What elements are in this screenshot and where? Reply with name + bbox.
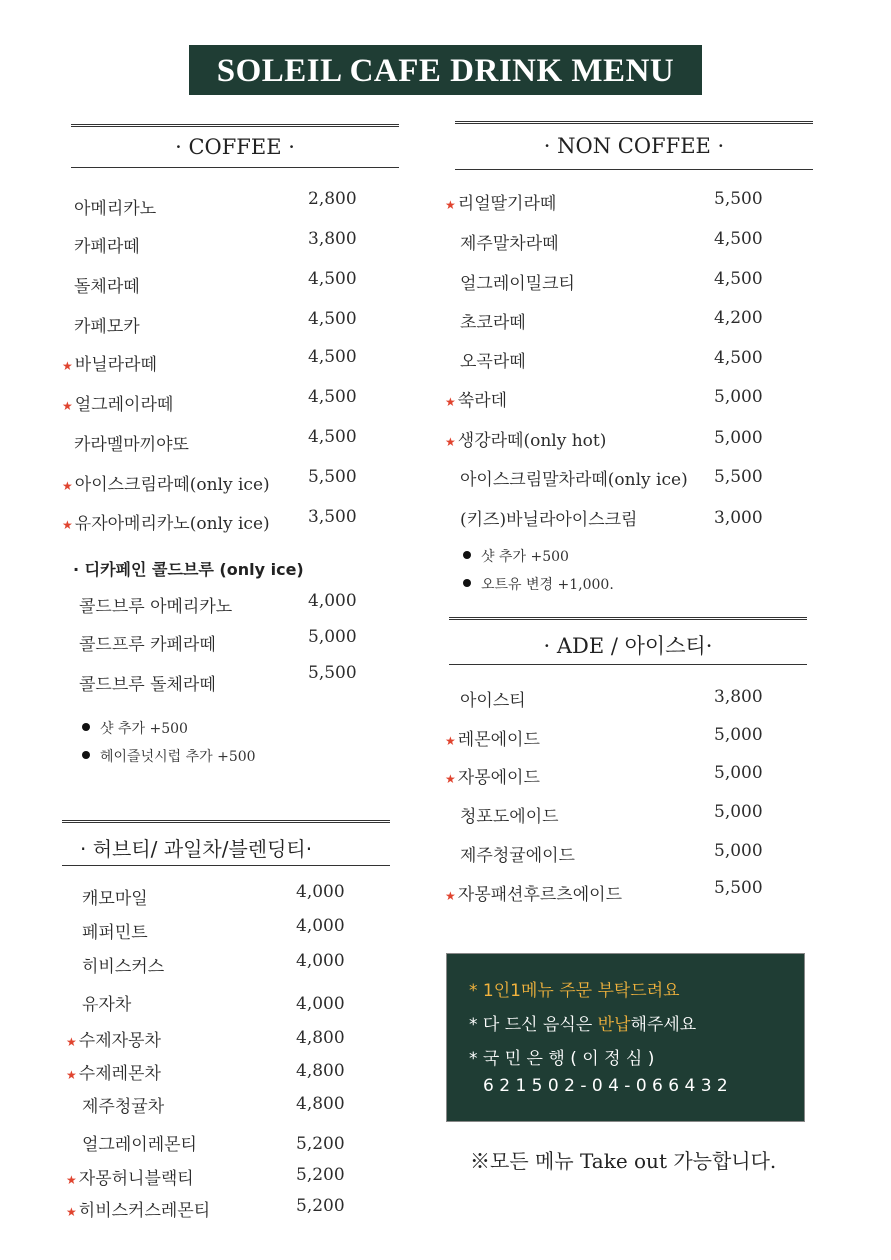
- menu-item-price: 5,500: [714, 189, 763, 209]
- herb-top-rule: [62, 820, 390, 823]
- info-return-post: 해주세요: [630, 1015, 697, 1035]
- note-text: 샷 추가 +500: [481, 549, 569, 565]
- menu-item-price: 3,500: [308, 507, 357, 527]
- menu-item-label: 수제레몬차: [78, 1064, 161, 1084]
- menu-item-label: 카페라떼: [74, 237, 140, 257]
- menu-item-price: 5,000: [308, 627, 357, 647]
- menu-item-name: [82, 1092, 164, 1117]
- star-icon: ★: [62, 518, 73, 532]
- menu-item-price: 5,200: [296, 1165, 345, 1185]
- menu-item-label: 자몽허니블랙티: [78, 1169, 194, 1189]
- menu-item-label: 콜드브루 돌체라떼: [79, 675, 216, 695]
- menu-item-label: 캐모마일: [82, 889, 148, 909]
- star-icon: ★: [62, 399, 73, 413]
- star-icon: ★: [66, 1205, 77, 1219]
- menu-item-name: [74, 194, 156, 219]
- menu-item-label: 유자아메리카노(only ice): [74, 514, 270, 534]
- menu-item-label: 콜드브루 아메리카노: [79, 597, 233, 617]
- note-text: 헤이즐넛시럽 추가 +500: [100, 749, 256, 765]
- menu-item-name: [74, 272, 140, 297]
- menu-item-name: [460, 802, 559, 827]
- menu-item-name: [445, 763, 540, 788]
- menu-item-label: 청포도에이드: [460, 807, 559, 827]
- menu-item-price: 5,000: [714, 763, 763, 783]
- menu-item-label: 유자차: [82, 995, 132, 1015]
- menu-item-price: 3,000: [714, 508, 763, 528]
- menu-item-price: 5,000: [714, 802, 763, 822]
- star-icon: ★: [62, 479, 73, 493]
- note-item: [82, 718, 188, 738]
- bullet-icon: [463, 551, 471, 559]
- star-icon: ★: [445, 435, 456, 449]
- menu-item-price: 5,000: [714, 841, 763, 861]
- menu-item-price: 4,000: [296, 994, 345, 1014]
- menu-item-label: 얼그레이라떼: [74, 395, 174, 415]
- menu-item-label: 생강라떼(only hot): [457, 431, 607, 451]
- menu-item-label: (키즈)바닐라아이스크림: [460, 510, 638, 530]
- star-icon: ★: [445, 395, 456, 409]
- menu-item-name: [62, 509, 270, 534]
- menu-item-price: 4,500: [714, 348, 763, 368]
- bullet-icon: [82, 751, 90, 759]
- menu-item-label: 레몬에이드: [457, 730, 540, 750]
- menu-item-price: 4,000: [296, 951, 345, 971]
- menu-item-name: [460, 229, 559, 254]
- menu-item-price: 4,500: [308, 347, 357, 367]
- menu-item-label: 쑥라데: [457, 391, 508, 411]
- menu-item-name: [82, 884, 148, 909]
- menu-item-name: [460, 269, 575, 294]
- menu-item-label: 바닐라라떼: [74, 355, 157, 375]
- noncoffee-bottom-rule: [455, 169, 813, 170]
- menu-item-price: 5,500: [714, 467, 763, 487]
- bullet-icon: [82, 723, 90, 731]
- menu-item-name: [79, 630, 216, 655]
- coffee-bottom-rule: [71, 167, 399, 168]
- menu-item-price: 5,200: [296, 1134, 345, 1154]
- menu-item-price: 4,500: [308, 427, 357, 447]
- menu-item-price: 4,000: [296, 916, 345, 936]
- menu-item-name: [445, 426, 606, 451]
- menu-item-name: [74, 430, 189, 455]
- note-text: 오트유 변경 +1,000.: [481, 577, 614, 593]
- coffee-heading: · COFFEE ·: [175, 135, 295, 159]
- menu-item-label: 페퍼민트: [82, 923, 148, 943]
- menu-item-price: 4,000: [296, 882, 345, 902]
- info-line-account: 6 2 1 5 0 2 - 0 4 - 0 6 6 4 3 2: [483, 1076, 728, 1096]
- menu-item-price: 2,800: [308, 189, 357, 209]
- menu-item-name: [445, 189, 556, 214]
- menu-item-price: 5,500: [308, 663, 357, 683]
- menu-item-name: [460, 841, 575, 866]
- menu-item-name: [460, 686, 526, 711]
- menu-item-name: [62, 470, 270, 495]
- menu-item-name: [460, 465, 688, 490]
- coffee-top-rule: [71, 124, 399, 127]
- menu-item-name: [66, 1059, 161, 1084]
- menu-item-label: 히비스커스: [82, 957, 165, 977]
- menu-item-price: 3,800: [308, 229, 357, 249]
- menu-item-name: [82, 1130, 197, 1155]
- menu-item-name: [82, 990, 131, 1015]
- star-icon: ★: [445, 889, 456, 903]
- menu-item-label: 아이스티: [460, 691, 526, 711]
- star-icon: ★: [66, 1035, 77, 1049]
- menu-item-label: 히비스커스레몬티: [78, 1201, 211, 1221]
- note-text: 샷 추가 +500: [100, 721, 188, 737]
- menu-item-price: 4,500: [714, 229, 763, 249]
- menu-item-price: 5,000: [714, 387, 763, 407]
- menu-item-name: [445, 386, 507, 411]
- menu-item-name: [79, 592, 232, 617]
- menu-item-price: 5,000: [714, 428, 763, 448]
- menu-item-name: [82, 918, 148, 943]
- menu-item-name: [74, 232, 140, 257]
- menu-item-label: 제주청귤에이드: [460, 846, 575, 866]
- note-item: [463, 574, 614, 594]
- bullet-icon: [463, 579, 471, 587]
- noncoffee-heading: · NON COFFEE ·: [543, 134, 725, 158]
- star-icon: ★: [445, 198, 456, 212]
- menu-title: SOLEIL CAFE DRINK MENU: [189, 45, 702, 95]
- ade-bottom-rule: [449, 664, 807, 665]
- info-box: [446, 953, 805, 1122]
- star-icon: ★: [445, 734, 456, 748]
- note-item: [82, 746, 256, 766]
- menu-item-name: [460, 308, 526, 333]
- menu-item-price: 4,500: [308, 387, 357, 407]
- star-icon: ★: [62, 359, 73, 373]
- menu-item-name: [62, 350, 157, 375]
- menu-item-label: 자몽패션후르츠에이드: [457, 885, 622, 905]
- menu-item-name: [460, 505, 637, 530]
- menu-item-label: 자몽에이드: [457, 768, 540, 788]
- menu-item-price: 4,000: [308, 591, 357, 611]
- ade-top-rule: [449, 617, 807, 620]
- menu-item-label: 얼그레이레몬티: [82, 1135, 197, 1155]
- note-item: [463, 546, 569, 566]
- menu-item-name: [445, 725, 540, 750]
- menu-item-name: [66, 1164, 194, 1189]
- menu-item-price: 5,500: [308, 467, 357, 487]
- menu-item-price: 4,800: [296, 1028, 345, 1048]
- menu-item-price: 5,000: [714, 725, 763, 745]
- info-return-highlight: 반납: [597, 1015, 631, 1035]
- star-icon: ★: [66, 1068, 77, 1082]
- noncoffee-top-rule: [455, 121, 813, 124]
- decaf-heading: · 디카페인 콜드브루 (only ice): [73, 560, 304, 579]
- menu-item-name: [62, 390, 173, 415]
- menu-item-label: 아메리카노: [74, 199, 157, 219]
- menu-item-name: [66, 1026, 161, 1051]
- herb-bottom-rule: [62, 865, 390, 866]
- menu-item-name: [66, 1196, 210, 1221]
- menu-item-name: [74, 312, 140, 337]
- menu-item-label: 카라멜마끼야또: [74, 435, 189, 455]
- ade-heading: · ADE / 아이스티·: [543, 634, 713, 658]
- menu-item-label: 제주청귤차: [82, 1097, 165, 1117]
- menu-item-label: 카페모카: [74, 317, 140, 337]
- menu-item-price: 5,500: [714, 878, 763, 898]
- menu-item-price: 4,800: [296, 1094, 345, 1114]
- menu-item-price: 3,800: [714, 687, 763, 707]
- menu-item-price: 4,800: [296, 1061, 345, 1081]
- info-line-order: * 1인1메뉴 주문 부탁드려요: [469, 981, 680, 1001]
- menu-item-label: 제주말차라떼: [460, 234, 559, 254]
- menu-item-name: [79, 670, 216, 695]
- menu-item-price: 4,200: [714, 308, 763, 328]
- menu-item-price: 4,500: [308, 269, 357, 289]
- star-icon: ★: [66, 1173, 77, 1187]
- menu-item-label: 돌체라떼: [74, 277, 140, 297]
- menu-item-label: 수제자몽차: [78, 1031, 161, 1051]
- menu-item-price: 4,500: [714, 269, 763, 289]
- menu-item-name: [82, 952, 164, 977]
- star-icon: ★: [445, 772, 456, 786]
- menu-item-name: [445, 880, 622, 905]
- menu-item-label: 콜드프루 카페라떼: [79, 635, 216, 655]
- menu-item-price: 4,500: [308, 309, 357, 329]
- info-return-pre: * 다 드신 음식은: [469, 1015, 598, 1035]
- menu-item-label: 초코라떼: [460, 313, 526, 333]
- menu-item-name: [460, 347, 526, 372]
- menu-item-label: 아이스크림말차라떼(only ice): [460, 470, 688, 490]
- info-line-bank: * 국 민 은 행 ( 이 정 심 ): [469, 1049, 655, 1069]
- menu-item-label: 아이스크림라떼(only ice): [74, 475, 270, 495]
- info-line-return: [469, 1010, 696, 1035]
- menu-item-price: 5,200: [296, 1196, 345, 1216]
- menu-item-label: 얼그레이밀크티: [460, 274, 575, 294]
- menu-item-label: 오곡라떼: [460, 352, 526, 372]
- menu-item-label: 리얼딸기라떼: [457, 194, 557, 214]
- herb-heading: · 허브티/ 과일차/블렌딩티·: [80, 837, 313, 861]
- takeout-note: ※모든 메뉴 Take out 가능합니다.: [470, 1149, 777, 1173]
